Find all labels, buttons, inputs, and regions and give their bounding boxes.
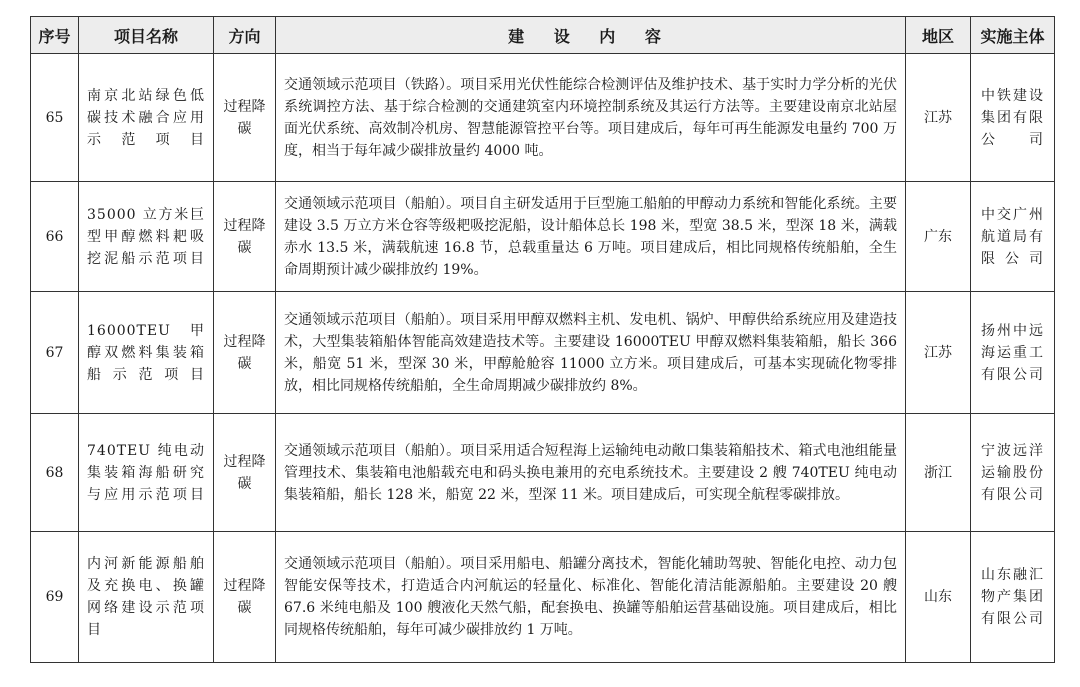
cell-seq: 68	[31, 414, 79, 532]
cell-content: 交通领域示范项目（船舶）。项目自主研发适用于巨型施工船舶的甲醇动力系统和智能化系统。主要建设 3.5 万立方米仓容等级耙吸挖泥船，设计船体总长 198 米，型宽 38.5 米，型深 18 米，满载赤水 13.5 米，满载航速 16.8 节，总载重量达 6 万吨。项目建成后，相比同规格传统船舶，全生命周期预计减少碳排放约 19%。	[276, 182, 906, 292]
cell-content: 交通领域示范项目（船舶）。项目采用甲醇双燃料主机、发电机、锅炉、甲醇供给系统应用及建造技术，大型集装箱船体智能高效建造技术等。主要建设 16000TEU 甲醇双燃料集装箱船，船长 366 米，船宽 51 米，型深 30 米，甲醇舱舱容 11000 立方米。项目建成后，可基本实现硫化物零排放，相比同规格传统船舶，全生命周期减少碳排放约 8%。	[276, 292, 906, 414]
cell-name: 内河新能源船舶及充换电、换罐网络建设示范项目	[79, 532, 214, 663]
cell-seq: 66	[31, 182, 79, 292]
header-region: 地区	[906, 17, 971, 54]
table-row	[31, 182, 1055, 292]
cell-entity: 扬州中远海运重工有限公司	[971, 292, 1055, 414]
cell-region: 山东	[906, 532, 971, 663]
header-entity: 实施主体	[971, 17, 1055, 54]
header-direction: 方向	[214, 17, 276, 54]
cell-direction: 过程降碳	[214, 182, 276, 292]
cell-seq: 67	[31, 292, 79, 414]
cell-region: 浙江	[906, 414, 971, 532]
table-row	[31, 414, 1055, 532]
header-row	[31, 17, 1055, 54]
cell-seq: 65	[31, 54, 79, 182]
cell-direction: 过程降碳	[214, 414, 276, 532]
cell-region: 广东	[906, 182, 971, 292]
cell-entity: 宁波远洋运输股份有限公司	[971, 414, 1055, 532]
table-row	[31, 292, 1055, 414]
cell-region: 江苏	[906, 292, 971, 414]
cell-entity: 山东融汇物产集团有限公司	[971, 532, 1055, 663]
cell-direction: 过程降碳	[214, 54, 276, 182]
cell-content: 交通领域示范项目（铁路）。项目采用光伏性能综合检测评估及维护技术、基于实时力学分析的光伏系统调控方法、基于综合检测的交通建筑室内环境控制系统及其运行方法等。主要建设南京北站屋面光伏系统、高效制冷机房、智慧能源管控平台等。项目建成后，每年可再生能源发电量约 700 万度，相当于每年减少碳排放量约 4000 吨。	[276, 54, 906, 182]
cell-direction: 过程降碳	[214, 532, 276, 663]
cell-entity: 中交广州航道局有限公司	[971, 182, 1055, 292]
header-name: 项目名称	[79, 17, 214, 54]
cell-name: 南京北站绿色低碳技术融合应用示范项目	[79, 54, 214, 182]
header-content: 建 设 内 容	[276, 17, 906, 54]
project-table-container	[30, 16, 1055, 663]
cell-seq: 69	[31, 532, 79, 663]
cell-entity: 中铁建设集团有限公司	[971, 54, 1055, 182]
table-row	[31, 54, 1055, 182]
cell-direction: 过程降碳	[214, 292, 276, 414]
cell-name: 740TEU 纯电动集装箱海船研究与应用示范项目	[79, 414, 214, 532]
cell-name: 35000 立方米巨型甲醇燃料耙吸挖泥船示范项目	[79, 182, 214, 292]
cell-content: 交通领域示范项目（船舶）。项目采用船电、船罐分离技术，智能化辅助驾驶、智能化电控、动力包智能安保等技术，打造适合内河航运的轻量化、标准化、智能化清洁能源船舶。主要建设 20 艘 67.6 米纯电船及 100 艘液化天然气船，配套换电、换罐等船舶运营基础设施。项目建成后，相比同规格传统船舶，每年可减少碳排放约 1 万吨。	[276, 532, 906, 663]
header-seq: 序号	[31, 17, 79, 54]
cell-name: 16000TEU 甲醇双燃料集装箱船示范项目	[79, 292, 214, 414]
table-row	[31, 532, 1055, 663]
cell-region: 江苏	[906, 54, 971, 182]
project-table	[30, 16, 1055, 663]
cell-content: 交通领域示范项目（船舶）。项目采用适合短程海上运输纯电动敞口集装箱船技术、箱式电池组能量管理技术、集装箱电池船载充电和码头换电兼用的充电系统技术。主要建设 2 艘 740TEU 纯电动集装箱船，船长 128 米，船宽 22 米，型深 11 米。项目建成后，可实现全航程零碳排放。	[276, 414, 906, 532]
